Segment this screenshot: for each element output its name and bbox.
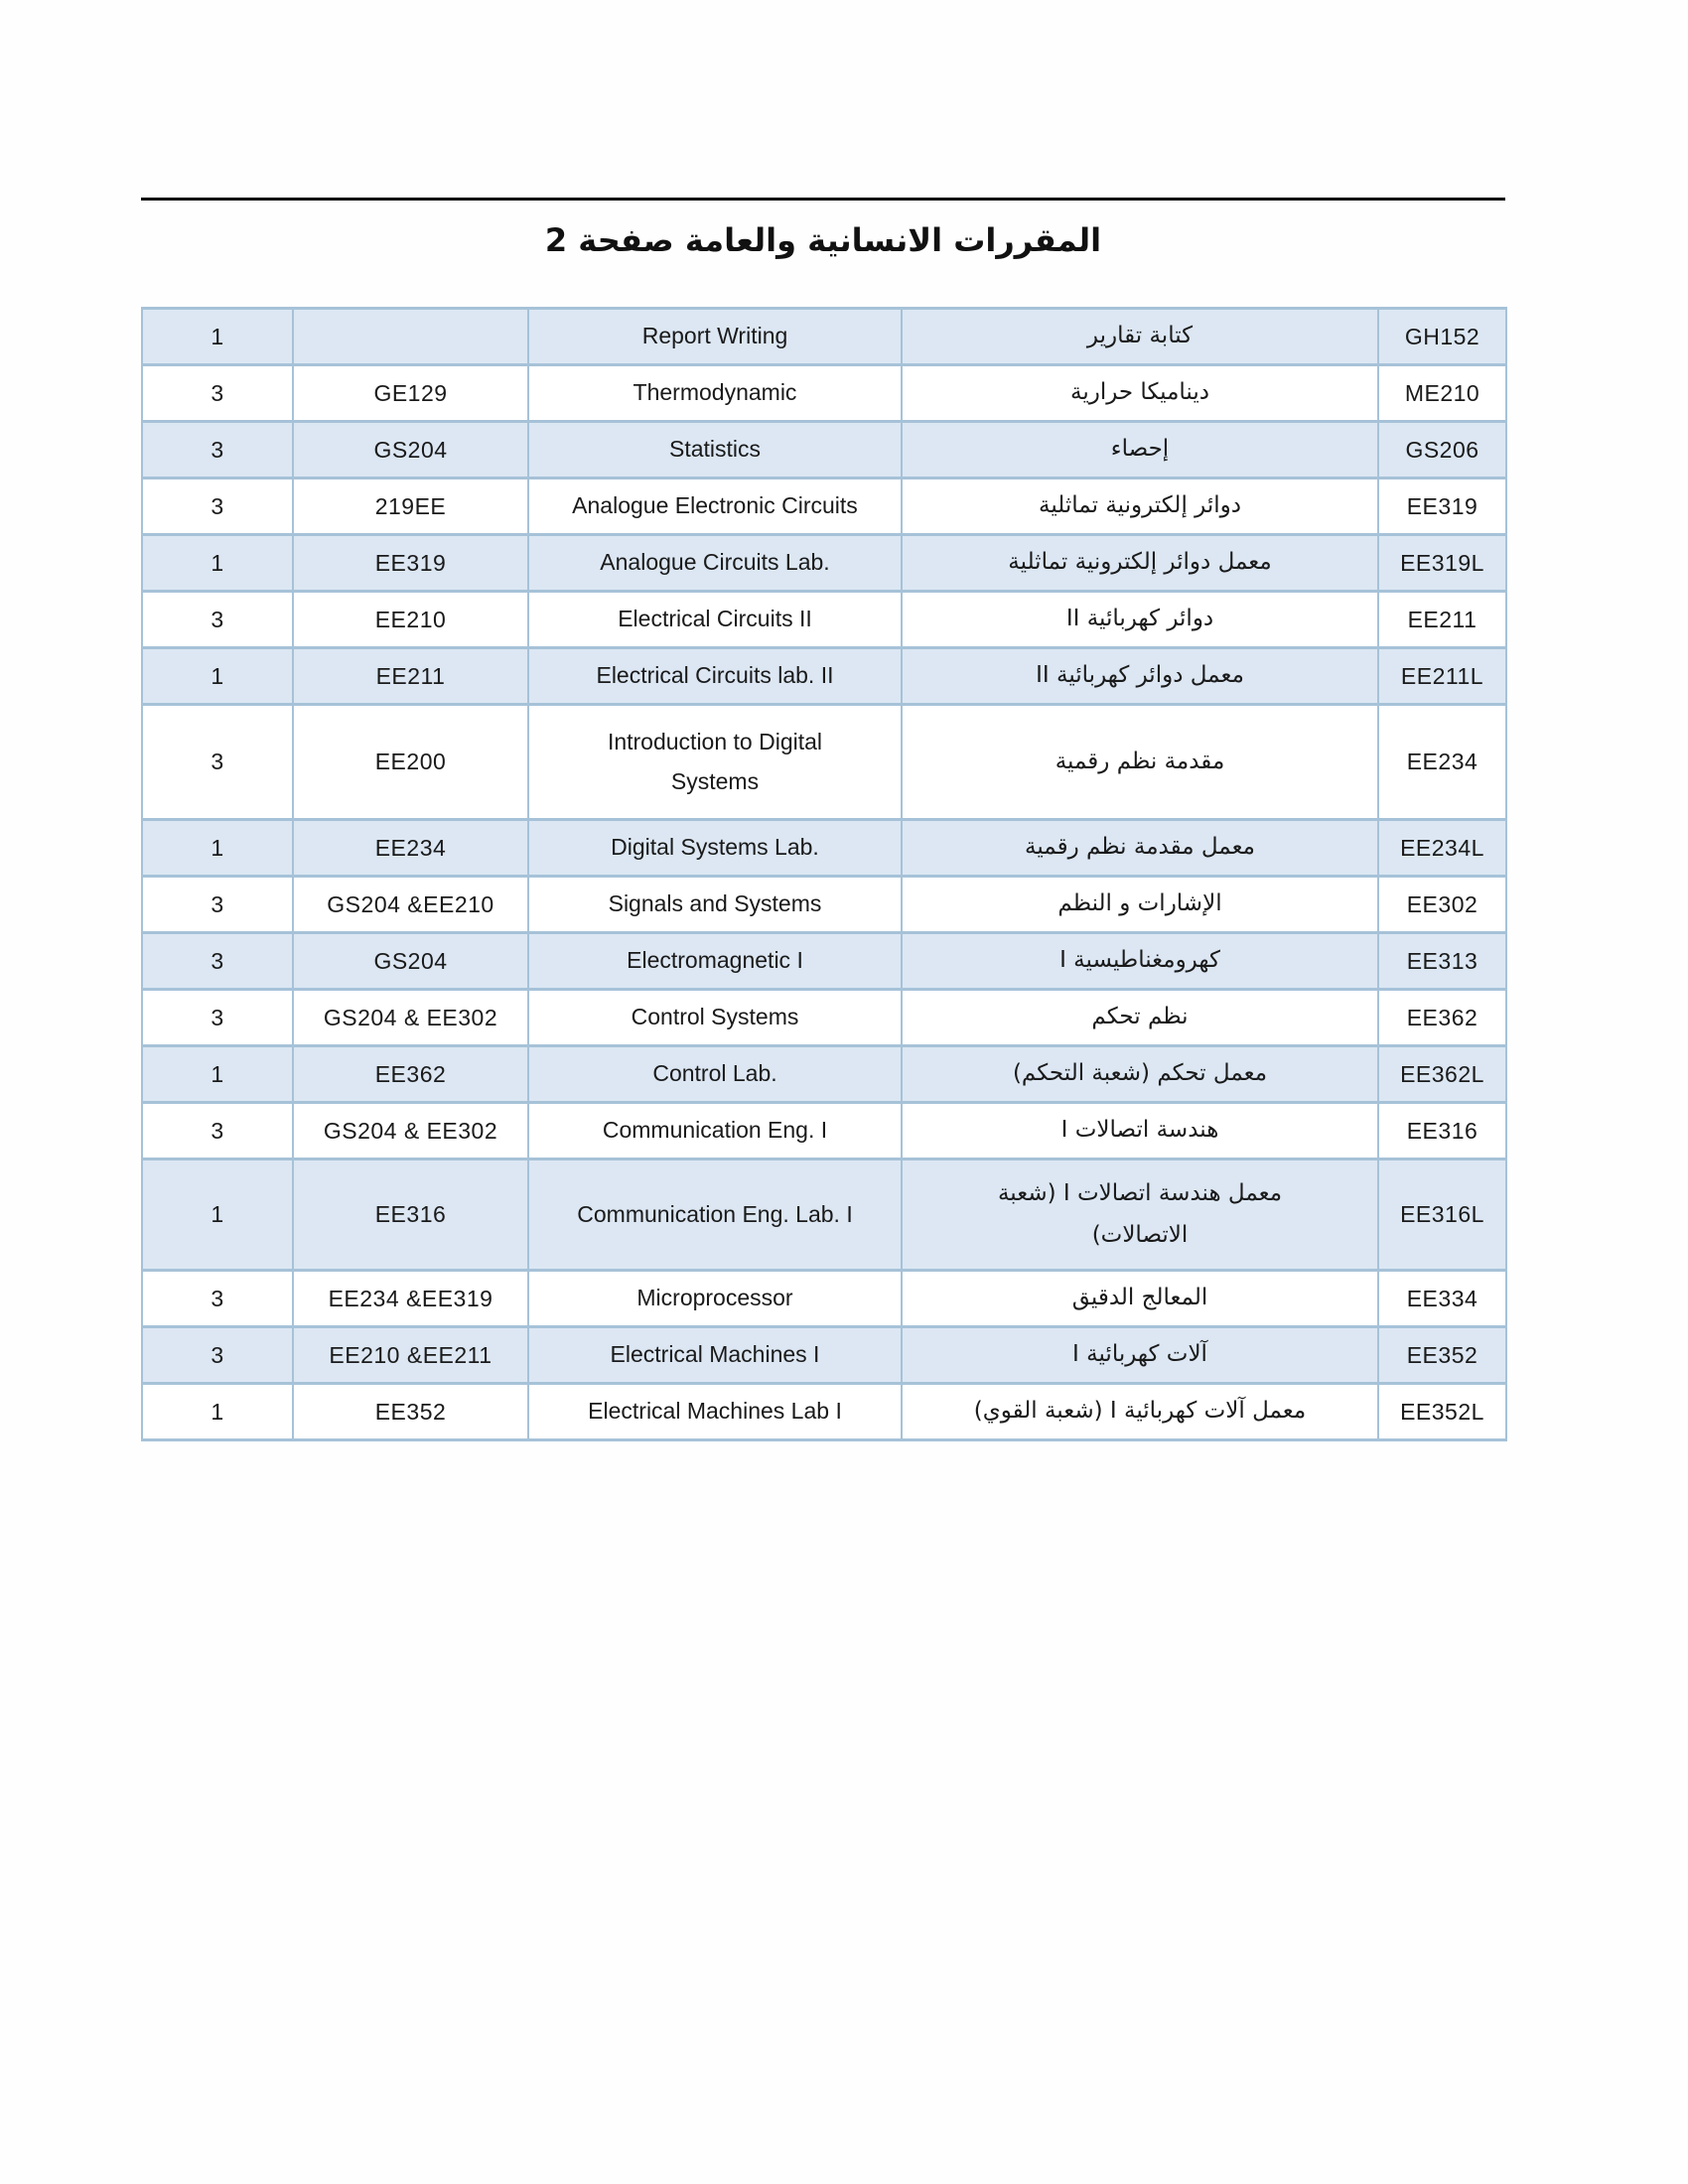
prereq-cell: EE234 &EE319	[293, 1271, 528, 1327]
course-code-cell: EE211	[1378, 592, 1506, 648]
prereq-cell: EE316	[293, 1160, 528, 1271]
credits-cell: 3	[142, 365, 293, 422]
prereq-cell: 219EE	[293, 478, 528, 535]
course-name-ar-cell: إحصاء	[902, 422, 1378, 478]
prereq-cell: EE210 &EE211	[293, 1327, 528, 1384]
course-name-en-cell: Electrical Machines I	[528, 1327, 902, 1384]
course-name-ar-cell: معمل مقدمة نظم رقمية	[902, 820, 1378, 877]
course-code-cell: GS206	[1378, 422, 1506, 478]
course-name-en-cell: Introduction to Digital Systems	[528, 705, 902, 820]
course-name-en-cell: Electrical Machines Lab I	[528, 1384, 902, 1440]
course-code-cell: EE352L	[1378, 1384, 1506, 1440]
course-code-cell: EE319	[1378, 478, 1506, 535]
prereq-cell: EE319	[293, 535, 528, 592]
table-row	[142, 1160, 1506, 1271]
table-row	[142, 648, 1506, 705]
prereq-cell: GS204 & EE302	[293, 990, 528, 1046]
table-row	[142, 877, 1506, 933]
table-row	[142, 1271, 1506, 1327]
table-row	[142, 1384, 1506, 1440]
course-name-en-cell: Analogue Circuits Lab.	[528, 535, 902, 592]
course-name-ar-cell: هندسة اتصالات I	[902, 1103, 1378, 1160]
credits-cell: 3	[142, 990, 293, 1046]
course-name-ar-cell: الإشارات و النظم	[902, 877, 1378, 933]
table-row	[142, 535, 1506, 592]
table-row	[142, 820, 1506, 877]
course-name-en-cell: Communication Eng. I	[528, 1103, 902, 1160]
credits-cell: 3	[142, 933, 293, 990]
credits-cell: 1	[142, 1160, 293, 1271]
table-row	[142, 933, 1506, 990]
course-code-cell: ME210	[1378, 365, 1506, 422]
prereq-cell: EE234	[293, 820, 528, 877]
course-name-ar-cell: نظم تحكم	[902, 990, 1378, 1046]
course-name-ar-cell: كهرومغناطيسية I	[902, 933, 1378, 990]
credits-cell: 1	[142, 535, 293, 592]
course-name-en-cell: Statistics	[528, 422, 902, 478]
credits-cell: 3	[142, 1103, 293, 1160]
course-code-cell: GH152	[1378, 309, 1506, 365]
course-name-en-cell: Control Lab.	[528, 1046, 902, 1103]
course-name-en-cell: Digital Systems Lab.	[528, 820, 902, 877]
credits-cell: 1	[142, 648, 293, 705]
table-row	[142, 309, 1506, 365]
course-code-cell: EE316L	[1378, 1160, 1506, 1271]
prereq-cell: EE362	[293, 1046, 528, 1103]
course-name-en-cell: Report Writing	[528, 309, 902, 365]
course-name-en-cell: Microprocessor	[528, 1271, 902, 1327]
course-name-ar-cell: مقدمة نظم رقمية	[902, 705, 1378, 820]
course-name-ar-cell: معمل آلات كهربائية I (شعبة القوي)	[902, 1384, 1378, 1440]
table-row	[142, 422, 1506, 478]
course-code-cell: EE211L	[1378, 648, 1506, 705]
course-code-cell: EE334	[1378, 1271, 1506, 1327]
prereq-cell: GS204	[293, 933, 528, 990]
course-name-ar-cell: دوائر إلكترونية تماثلية	[902, 478, 1378, 535]
credits-cell: 3	[142, 1327, 293, 1384]
course-name-en-cell: Control Systems	[528, 990, 902, 1046]
prereq-cell: GE129	[293, 365, 528, 422]
course-name-en-cell: Communication Eng. Lab. I	[528, 1160, 902, 1271]
course-code-cell: EE362	[1378, 990, 1506, 1046]
table-row	[142, 990, 1506, 1046]
prereq-cell: EE200	[293, 705, 528, 820]
table-row	[142, 705, 1506, 820]
courses-table	[141, 307, 1507, 1441]
prereq-cell: EE211	[293, 648, 528, 705]
course-code-cell: EE302	[1378, 877, 1506, 933]
course-name-en-cell: Electrical Circuits II	[528, 592, 902, 648]
credits-cell: 1	[142, 1046, 293, 1103]
course-code-cell: EE362L	[1378, 1046, 1506, 1103]
course-name-ar-cell: معمل دوائر إلكترونية تماثلية	[902, 535, 1378, 592]
prereq-cell: GS204 &EE210	[293, 877, 528, 933]
credits-cell: 1	[142, 1384, 293, 1440]
credits-cell: 3	[142, 478, 293, 535]
credits-cell: 3	[142, 1271, 293, 1327]
prereq-cell: EE352	[293, 1384, 528, 1440]
table-row	[142, 365, 1506, 422]
course-name-en-cell: Electrical Circuits lab. II	[528, 648, 902, 705]
course-name-ar-cell: دوائر كهربائية II	[902, 592, 1378, 648]
prereq-cell: GS204	[293, 422, 528, 478]
table-row	[142, 478, 1506, 535]
horizontal-rule	[141, 198, 1505, 201]
course-name-en-cell: Electromagnetic I	[528, 933, 902, 990]
credits-cell: 1	[142, 309, 293, 365]
credits-cell: 3	[142, 422, 293, 478]
credits-cell: 3	[142, 877, 293, 933]
course-code-cell: EE313	[1378, 933, 1506, 990]
table-row	[142, 592, 1506, 648]
prereq-cell	[293, 309, 528, 365]
course-name-ar-cell: المعالج الدقيق	[902, 1271, 1378, 1327]
course-code-cell: EE234L	[1378, 820, 1506, 877]
course-name-ar-cell: ديناميكا حرارية	[902, 365, 1378, 422]
course-name-en-cell: Thermodynamic	[528, 365, 902, 422]
prereq-cell: GS204 & EE302	[293, 1103, 528, 1160]
course-name-ar-cell: معمل تحكم (شعبة التحكم)	[902, 1046, 1378, 1103]
table-row	[142, 1327, 1506, 1384]
prereq-cell: EE210	[293, 592, 528, 648]
page-title: المقررات الانسانية والعامة صفحة 2	[544, 221, 1102, 259]
course-name-ar-cell: كتابة تقارير	[902, 309, 1378, 365]
credits-cell: 1	[142, 820, 293, 877]
course-name-ar-cell: معمل هندسة اتصالات I (شعبة الاتصالات)	[902, 1160, 1378, 1271]
course-code-cell: EE234	[1378, 705, 1506, 820]
table-row	[142, 1046, 1506, 1103]
course-code-cell: EE316	[1378, 1103, 1506, 1160]
course-name-en-cell: Signals and Systems	[528, 877, 902, 933]
credits-cell: 3	[142, 705, 293, 820]
course-code-cell: EE319L	[1378, 535, 1506, 592]
credits-cell: 3	[142, 592, 293, 648]
course-name-ar-cell: آلات كهربائية I	[902, 1327, 1378, 1384]
table-row	[142, 1103, 1506, 1160]
course-name-ar-cell: معمل دوائر كهربائية II	[902, 648, 1378, 705]
course-code-cell: EE352	[1378, 1327, 1506, 1384]
course-name-en-cell: Analogue Electronic Circuits	[528, 478, 902, 535]
